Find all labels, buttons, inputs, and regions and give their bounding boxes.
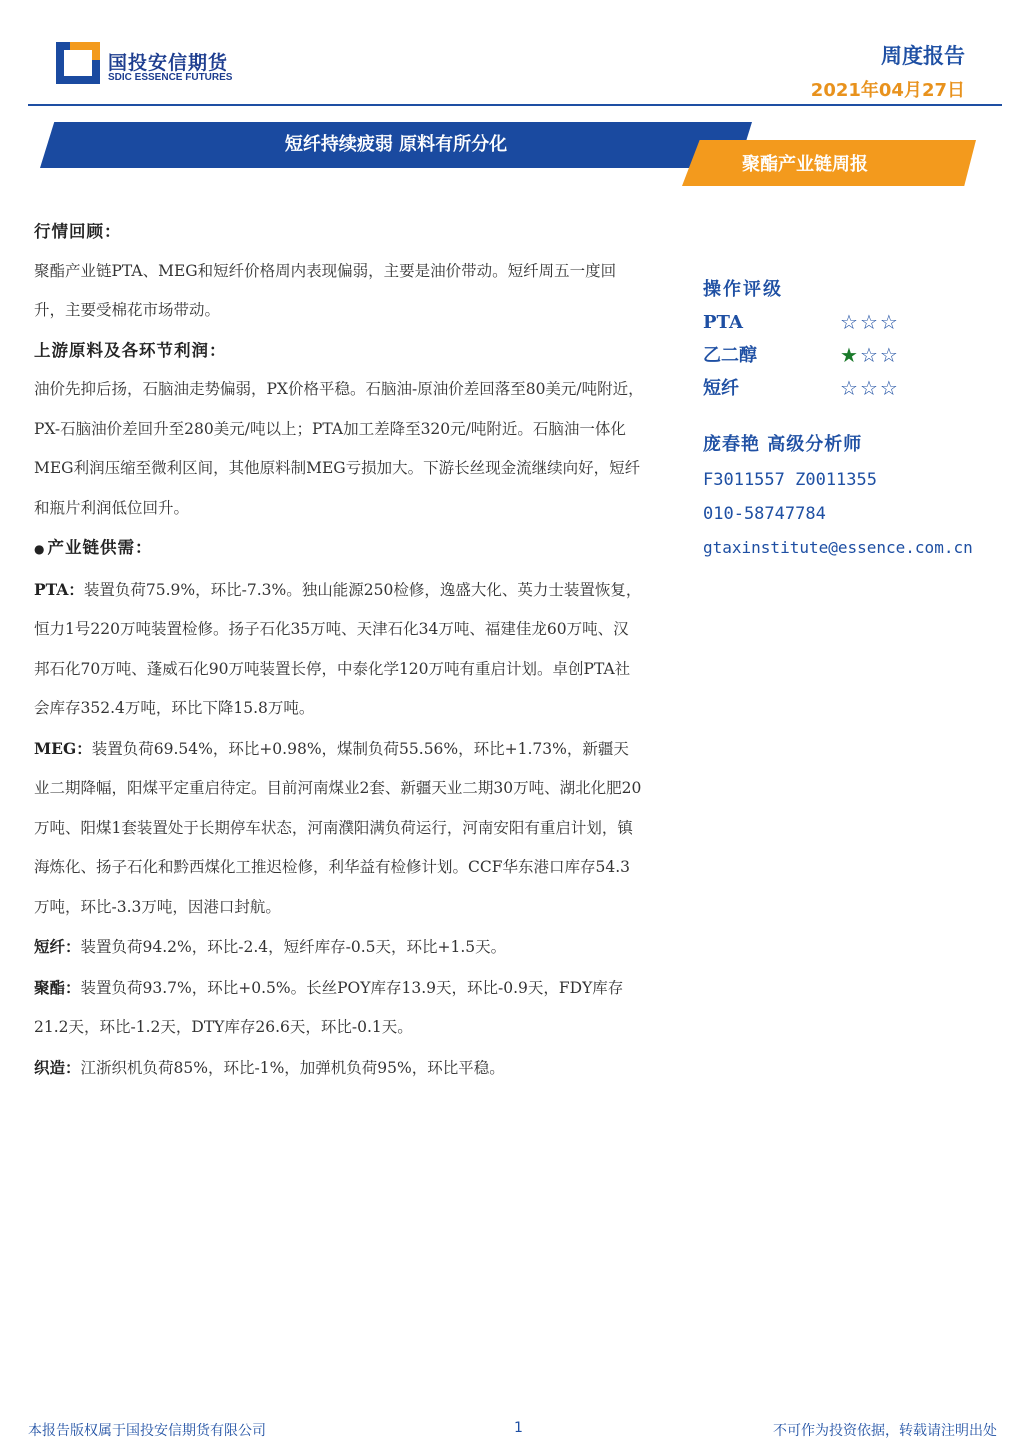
psf-text: 装置负荷94.2%，环比-2.4，短纤库存-0.5天，环比+1.5天。	[80, 938, 507, 956]
weaving-paragraph	[34, 1048, 644, 1089]
upstream-heading: 上游原料及各环节利润：	[34, 340, 227, 360]
star-rating-icon	[840, 339, 900, 372]
empty-star-icon: ☆	[840, 376, 860, 400]
rating-row-psf	[703, 372, 1013, 405]
sidebar	[703, 274, 1013, 565]
polyester-paragraph	[34, 968, 644, 1048]
empty-star-icon: ☆	[879, 376, 900, 400]
empty-star-icon: ☆	[859, 343, 880, 367]
report-body	[34, 212, 644, 1088]
rating-name: PTA	[703, 312, 743, 333]
empty-star-icon: ☆	[859, 310, 880, 334]
meg-label: MEG：	[34, 738, 92, 758]
analyst-email[interactable]: gtaxinstitute@essence.com.cn	[703, 538, 973, 557]
psf-paragraph	[34, 927, 644, 968]
pta-label: PTA：	[34, 579, 84, 599]
empty-star-icon: ☆	[879, 310, 900, 334]
rating-title: 操作评级	[703, 279, 783, 300]
star-rating-icon	[840, 306, 900, 339]
weaving-text: 江浙织机负荷85%，环比-1%，加弹机负荷95%，环比平稳。	[80, 1058, 505, 1077]
header-divider	[28, 104, 1002, 106]
review-text: 聚酯产业链PTA、MEG和短纤价格周内表现偏弱，主要是油价带动。短纤周五一度回升，主要受棉花市场带动。	[34, 261, 617, 319]
analyst-license: F3011557 Z0011355	[703, 470, 877, 490]
polyester-text: 装置负荷93.7%，环比+0.5%。长丝POY库存13.9天，环比-0.9天，FDY库存21.2天，环比-1.2天，DTY库存26.6天，环比-0.1天。	[34, 978, 624, 1036]
meg-text: 装置负荷69.54%，环比+0.98%，煤制负荷55.56%，环比+1.73%，新疆天业二期降幅，阳煤平定重启待定。目前河南煤业2套、新疆天业二期30万吨、湖北化肥20万吨、阳煤1套装置处于长期停车状态，河南濮阳满负荷运行，河南安阳有重启计划，镇海炼化、扬子石化和黔西煤化工推迟检修，利华益有检修计划。CCF华东港口库存54.3万吨，环比-3.3万吨，因港口封航。	[34, 739, 642, 916]
company-logo	[56, 42, 236, 88]
rating-name: 短纤	[703, 378, 739, 399]
review-heading: 行情回顾：	[34, 222, 122, 241]
empty-star-icon: ☆	[840, 310, 860, 334]
weaving-label: 织造：	[34, 1057, 81, 1077]
upstream-text: 油价先抑后扬，石脑油走势偏弱，PX价格平稳。石脑油-原油价差回落至80美元/吨附近，PX-石脑油价差回升至280美元/吨以上；PTA加工差降至320元/吨附近。石脑油一体化MEG利润压缩至微利区间，其他原料制MEG亏损加大。下游长丝现金流继续向好，短纤和瓶片利润低位回升。	[34, 380, 644, 517]
analyst-phone: 010-58747784	[703, 504, 826, 524]
filled-star-icon: ★	[840, 343, 860, 367]
report-title: 短纤持续疲弱 原料有所分化	[284, 134, 508, 155]
meg-paragraph	[34, 729, 644, 928]
star-rating-icon	[840, 372, 900, 405]
logo-mark-icon	[56, 42, 100, 84]
rating-name: 乙二醇	[703, 345, 757, 366]
rating-row-pta	[703, 306, 1013, 339]
footer-copyright: 本报告版权属于国投安信期货有限公司	[28, 1423, 266, 1439]
rating-row-meg	[703, 339, 1013, 372]
polyester-label: 聚酯：	[34, 977, 81, 997]
report-date: 2021年04月27日	[810, 80, 965, 101]
analyst-name: 庞春艳 高级分析师	[703, 434, 863, 455]
company-name-en: SDIC ESSENCE FUTURES	[108, 72, 233, 83]
empty-star-icon: ☆	[859, 376, 880, 400]
empty-star-icon: ☆	[879, 343, 900, 367]
page-number: 1	[514, 1420, 523, 1436]
psf-label: 短纤：	[34, 937, 81, 956]
report-type: 周度报告	[881, 44, 965, 68]
supply-heading: ● 产业链供需：	[34, 528, 644, 570]
report-subtitle: 聚酯产业链周报	[742, 154, 868, 175]
pta-text: 装置负荷75.9%，环比-7.3%。独山能源250检修，逸盛大化、英力士装置恢复，恒力1号220万吨装置检修。扬子石化35万吨、天津石化34万吨、福建佳龙60万吨、汉邦石化70万吨、蓬威石化90万吨装置长停，中泰化学120万吨有重启计划。卓创PTA社会库存352.4万吨，环比下降15.8万吨。	[34, 580, 642, 717]
company-name-cn: 国投安信期货	[108, 52, 229, 74]
footer-disclaimer: 不可作为投资依据，转载请注明出处	[773, 1423, 997, 1439]
pta-paragraph	[34, 570, 644, 729]
